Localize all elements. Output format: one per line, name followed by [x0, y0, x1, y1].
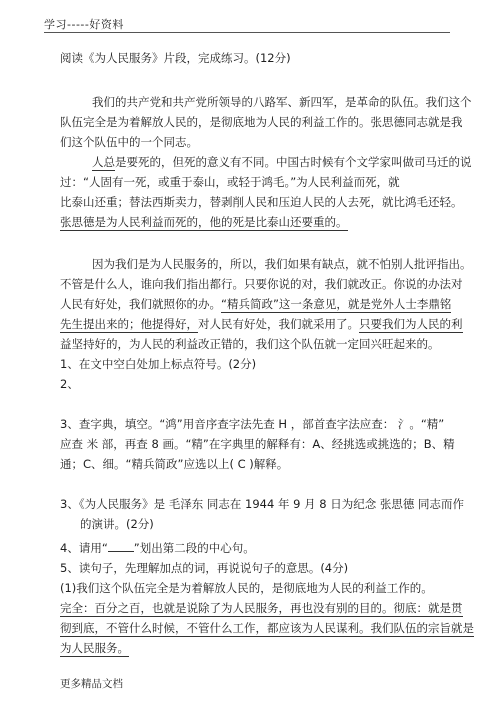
question-5-sentence: (1)我们这个队伍完全是为着解放人民的，是彻底地为人民的利益工作的。 [60, 581, 433, 595]
underlined-phrase: 人总 [92, 155, 115, 169]
instruction: 阅读《为人民服务》片段，完成练习。(12分) [60, 51, 291, 65]
header-rule [44, 32, 450, 33]
underlined-phrase: 先生提出来的；他提得好， [60, 317, 198, 331]
underline-sample [108, 541, 134, 552]
answer-line-3: 为人民服务。 [60, 641, 129, 655]
page-footer: 更多精品文档 [60, 678, 123, 690]
question-3-line-1: 3、查字典，填空。“鸿”用音序查字法先查 H ，部首查字法应查： 氵。“精” [60, 417, 445, 431]
page-header: 学习-----好资料 [44, 18, 124, 31]
question-4: 4、请用“ ”划出第二段的中心句。 [60, 541, 255, 555]
passage-p3-line-5: 益坚持好的，为人民的利益改正错的，我们这个队伍就一定回兴旺起来的。 [60, 337, 440, 351]
question-3-line-2: 应查 米 部，再查 8 画。“精”在字典里的解释有：A、经挑选或挑选的；B、精 [60, 437, 455, 451]
question-3-line-3: 通；C、细。“精兵简政”应选以上( C )解释。 [60, 457, 289, 471]
passage-p1-line-3: 们这个队伍中的一个同志。 [60, 135, 198, 149]
answer-line-2: 彻到底，不管什么时候，不管什么工作，都应该为人民谋利。我们队伍的宗旨就是 [60, 621, 474, 635]
underlined-phrase: 只要我们为人民的利 [359, 317, 463, 331]
passage-p1-line-1: 我们的共产党和共产党所领导的八路军、新四军，是革命的队伍。我们这个 [92, 95, 472, 109]
question-3b-line-2: 的演讲。(2分) [80, 517, 154, 531]
question-5: 5、读句子，先理解加点的词，再说说句子的意思。(4分) [60, 561, 349, 575]
passage-p3-line-3: 人民有好处，我们就照你的办。“精兵简政”这一条意见，就是党外人士李鼎铭 [60, 297, 452, 311]
passage-p2-line-1: 人总是要死的，但死的意义有不同。中国古时候有个文学家叫做司马迁的说 [92, 155, 472, 169]
passage-p3-line-1: 因为我们是为人民服务的，所以，我们如果有缺点，就不怕别人批评指出。 [92, 257, 472, 271]
passage-p1-line-2: 队伍完全是为着解放人民的，是彻底地为人民的利益工作的。张思德同志就是我 [60, 115, 463, 129]
question-3b-line-1: 3、《为人民服务》是 毛泽东 同志在 1944 年 9 月 8 日为纪念 张思德 同志而作 [60, 497, 465, 511]
central-sentence-underline: 张思德是为人民利益而死的，他的死是比泰山还要重的。 [60, 215, 348, 229]
passage-p2-line-3: 比泰山还重；替法西斯卖力，替剥削人民和压迫人民的人去死，就比鸿毛还轻。 [60, 195, 463, 209]
passage-p2-line-2: 过：“人固有一死，或重于泰山，或轻于鸿毛。”为人民利益而死，就 [60, 175, 400, 189]
underlined-phrase: “精兵简政”这一条意见，就是党外人士李鼎铭 [221, 297, 452, 311]
question-1: 1、在文中空白处加上标点符号。(2分) [60, 357, 257, 371]
question-2: 2、 [60, 377, 79, 391]
passage-p2-line-4 [60, 214, 348, 230]
answer-line-1: 完全：百分之百，也就是说除了为人民服务，再也没有别的目的。彻底：就是贯 [60, 601, 463, 615]
passage-p3-line-4: 先生提出来的；他提得好，对人民有好处，我们就采用了。只要我们为人民的利 [60, 317, 463, 331]
passage-p3-line-2: 不管是什么人，谁向我们指出都行。只要你说的对，我们就改正。你说的办法对 [60, 277, 463, 291]
